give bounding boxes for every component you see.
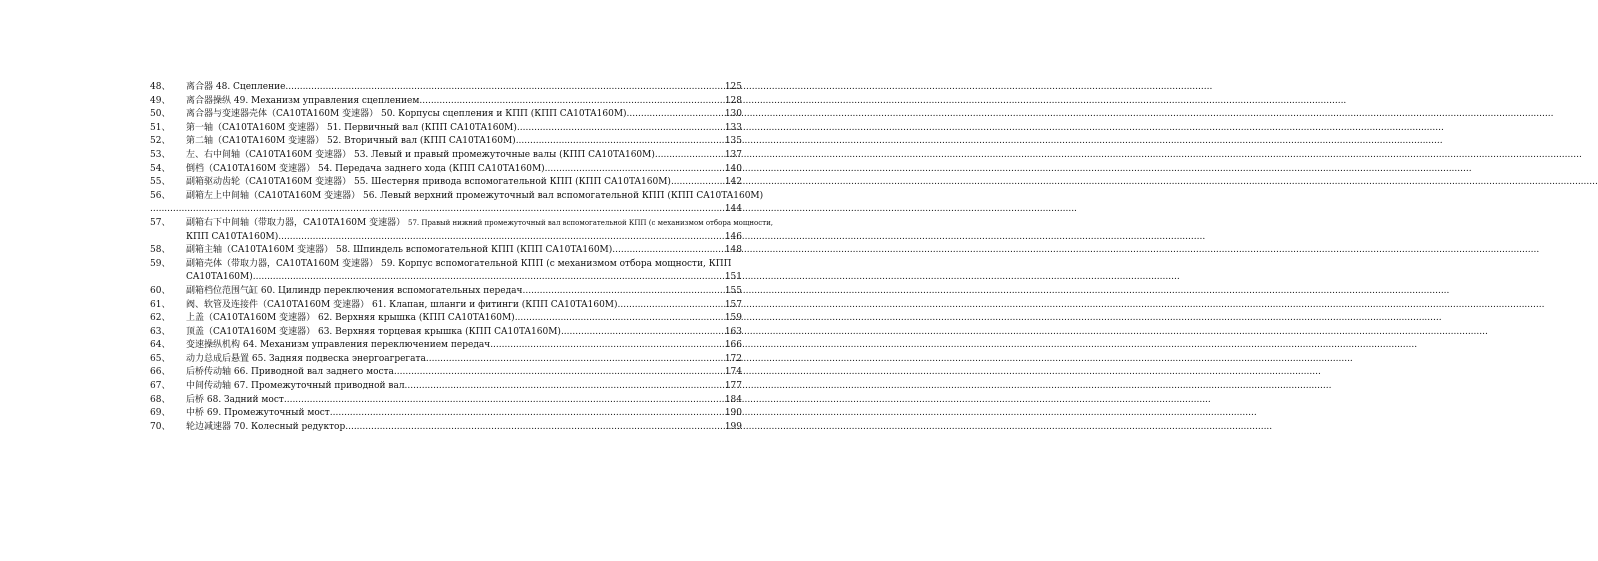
- page-number: 174: [724, 367, 742, 378]
- page-number: 166: [724, 340, 742, 351]
- page-number: 148: [724, 245, 742, 256]
- page-number: 142: [724, 177, 742, 188]
- page-number: 157: [724, 299, 742, 310]
- leader-dots: [285, 81, 723, 95]
- toc-entry[interactable]: [150, 421, 742, 435]
- entry-number: 57、: [150, 217, 171, 228]
- entry-title: 副箱壳体（带取力器，CA10TA160M 变速器） 59. Корпус вспомогательной КПП (с механизмом отбора мощности, КПП: [186, 258, 732, 269]
- page-number: 172: [724, 353, 742, 364]
- entry-title: 离合器与变速器壳体（CA10TA160M 变速器） 50. Корпусы сцепления и КПП (КПП CA10TA160M): [186, 109, 627, 120]
- entry-number: 50、: [150, 109, 171, 120]
- entry-number: 60、: [150, 285, 171, 296]
- entry-number: 55、: [150, 177, 171, 188]
- entry-title: 阀、软管及连接件（CA10TA160M 变速器） 61. Клапан, шланги и фитинги (КПП CA10TA160M): [186, 299, 618, 310]
- toc-entry[interactable]: [150, 122, 742, 136]
- leader-dots: [345, 421, 724, 435]
- page-number: 140: [724, 163, 742, 174]
- page-number: 199: [724, 421, 742, 432]
- toc-entry[interactable]: [150, 285, 742, 299]
- toc-entry[interactable]: [150, 135, 742, 149]
- leader-dots: [405, 380, 724, 394]
- toc-entry[interactable]: [150, 149, 742, 163]
- entry-title: 动力总成后悬置 65. Задняя подвеска энергоагрегата: [186, 353, 426, 364]
- toc-entry[interactable]: [150, 407, 742, 421]
- entry-title: 上盖（CA10TA160M 变速器） 62. Верхняя крышка (КПП CA10TA160M): [186, 313, 515, 324]
- entry-number: 67、: [150, 381, 171, 392]
- entry-number: 65、: [150, 353, 171, 364]
- leader-dots: [394, 366, 724, 380]
- leader-dots: [490, 339, 724, 353]
- page-number: 144: [724, 204, 742, 215]
- toc-entry[interactable]: [150, 108, 742, 122]
- leader-dots: [517, 122, 724, 136]
- page-number: 159: [724, 313, 742, 324]
- page-number: 133: [724, 122, 742, 133]
- entry-title: 副箱右下中间轴（带取力器，CA10TA160M 变速器）: [186, 217, 406, 228]
- entry-title: 离合器 48. Сцепление: [186, 82, 286, 92]
- entry-number: 59、: [150, 258, 171, 269]
- page-number: 128: [724, 95, 742, 106]
- entry-number: 49、: [150, 95, 171, 106]
- entry-number: 62、: [150, 313, 171, 324]
- leader-dots: [612, 244, 724, 258]
- entry-title-continued: CA10TA160M): [186, 272, 253, 283]
- entry-title: 倒档（CA10TA160M 变速器） 54. Передача заднего хода (КПП CA10TA160M): [186, 163, 545, 174]
- entry-title: 第一轴（CA10TA160M 变速器） 51. Первичный вал (КПП CA10TA160M): [186, 122, 517, 133]
- entry-number: 56、: [150, 190, 171, 201]
- entry-number: 69、: [150, 408, 171, 419]
- leader-dots: [150, 203, 724, 217]
- toc-entry[interactable]: [150, 326, 742, 340]
- page-number: 163: [724, 326, 742, 337]
- entry-number: 53、: [150, 149, 171, 160]
- entry-title: 变速操纵机构 64. Механизм управления переключением передач: [186, 340, 491, 351]
- leader-dots: [419, 95, 723, 109]
- leader-dots: [278, 231, 724, 245]
- entry-number: 48、: [150, 82, 171, 92]
- leader-dots: [253, 271, 724, 285]
- page-number: 137: [724, 149, 742, 160]
- leader-dots: [515, 312, 724, 326]
- toc-entry[interactable]: [150, 312, 742, 326]
- entry-title: 左、右中间轴（CA10TA160M 变速器） 53. Левый и правый промежуточные валы (КПП CA10TA160M): [186, 149, 655, 160]
- entry-number: 66、: [150, 367, 171, 378]
- toc-entry[interactable]: [150, 299, 742, 313]
- entry-title: 中间传动轴 67. Промежуточный приводной вал: [186, 381, 405, 392]
- entry-number: 51、: [150, 122, 171, 133]
- entry-title-russian: 57. Правый нижний промежуточный вал вспомогательной КПП (с механизмом отбора мощности,: [407, 218, 773, 227]
- entry-title: 顶盖（CA10TA160M 变速器） 63. Верхняя торцевая крышка (КПП CA10TA160M): [186, 326, 561, 337]
- leader-dots: [627, 108, 724, 122]
- leader-dots: [330, 407, 724, 421]
- page-number: 130: [724, 109, 742, 120]
- entry-number: 54、: [150, 163, 171, 174]
- entry-number: 70、: [150, 421, 171, 432]
- page-number: 177: [724, 381, 742, 392]
- entry-title: 副箱驱动齿轮（CA10TA160M 变速器） 55. Шестерня привода вспомогательной КПП (КПП CA10TA160M): [186, 177, 671, 188]
- toc-entry[interactable]: [150, 366, 742, 380]
- leader-dots: [618, 299, 724, 313]
- entry-title: 副箱左上中间轴（CA10TA160M 变速器） 56. Левый верхний промежуточный вал вспомогательной КПП (КПП CA10TA160M): [186, 190, 764, 201]
- toc-entry[interactable]: [150, 380, 742, 394]
- entry-title-continued: КПП CA10TA160M): [186, 231, 279, 242]
- toc-entry[interactable]: [150, 190, 764, 217]
- leader-dots: [545, 163, 724, 177]
- leader-dots: [671, 176, 724, 190]
- leader-dots: [522, 285, 723, 299]
- page-number: 151: [724, 272, 742, 283]
- page-number: 155: [724, 285, 742, 296]
- toc-entry[interactable]: [150, 394, 742, 408]
- toc-entry[interactable]: [150, 244, 742, 258]
- entry-title: 中桥 69. Промежуточный мост: [186, 408, 330, 419]
- leader-dots: [516, 135, 724, 149]
- page-number: 146: [724, 231, 742, 242]
- leader-dots: [561, 326, 724, 340]
- toc-entry[interactable]: [150, 339, 742, 353]
- toc-entry[interactable]: [150, 163, 742, 177]
- page-number: 125: [724, 82, 742, 92]
- toc-entry[interactable]: [150, 176, 742, 190]
- toc-entry[interactable]: [150, 258, 742, 285]
- entry-number: 58、: [150, 245, 171, 256]
- leader-dots: [426, 353, 724, 367]
- entry-number: 61、: [150, 299, 171, 310]
- entry-title: 副箱主轴（CA10TA160M 变速器） 58. Шпиндель вспомогательной КПП (КПП CA10TA160M): [186, 245, 613, 256]
- leader-dots: [284, 394, 724, 408]
- entry-title: 第二轴（CA10TA160M 变速器） 52. Вторичный вал (КПП CA10TA160M): [186, 136, 516, 147]
- entry-number: 64、: [150, 340, 171, 351]
- page-number: 190: [724, 408, 742, 419]
- leader-dots: [655, 149, 724, 163]
- entry-number: 68、: [150, 394, 171, 405]
- entry-number: 63、: [150, 326, 171, 337]
- toc-entry[interactable]: [150, 81, 742, 95]
- entry-title: 后桥 68. Задний мост: [186, 394, 284, 405]
- entry-title: 轮边减速器 70. Колесный редуктор: [186, 421, 346, 432]
- entry-title: 后桥传动轴 66. Приводной вал заднего моста: [186, 367, 394, 378]
- entry-title: 离合器操纵 49. Механизм управления сцеплением: [186, 95, 420, 106]
- toc-entry[interactable]: [150, 217, 773, 244]
- table-of-contents: [150, 81, 773, 434]
- page-number: 135: [724, 136, 742, 147]
- entry-number: 52、: [150, 136, 171, 147]
- page-number: 184: [724, 394, 742, 405]
- toc-entry[interactable]: [150, 353, 742, 367]
- toc-entry[interactable]: [150, 95, 742, 109]
- entry-title: 副箱档位范围气缸 60. Цилиндр переключения вспомогательных передач: [186, 285, 523, 296]
